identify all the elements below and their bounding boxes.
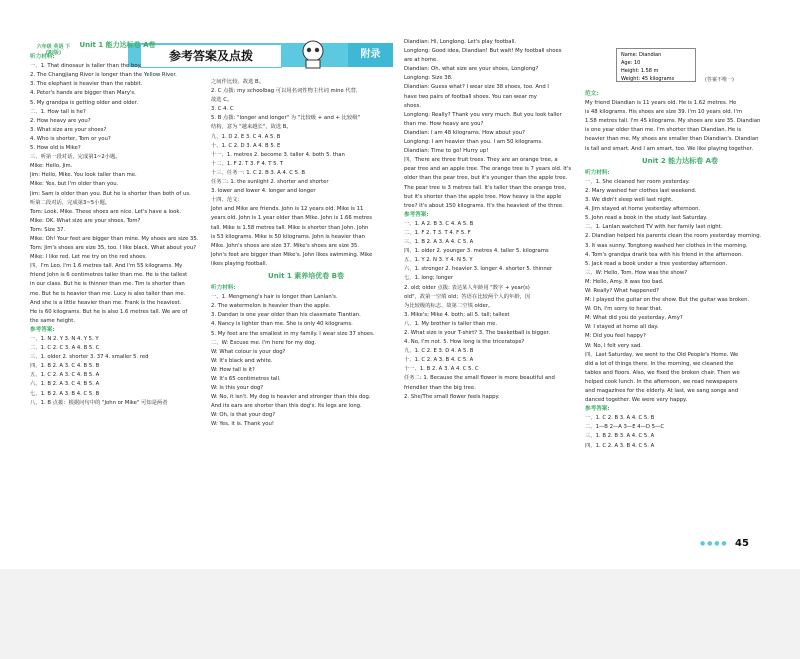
text-line: 3. Dandan is one year older than his classmate Tiantian. <box>211 312 361 319</box>
section-heading: 听力材料: <box>585 169 610 176</box>
text-line: 2. How heavy are you? <box>30 117 91 124</box>
section-heading: 听力材料: <box>211 285 236 292</box>
text-line: 任务二: 1. Because the small flower is more beautiful and <box>404 375 555 382</box>
text-line: Tom: Size 37. <box>30 226 66 233</box>
decorative-dots: ● ● ● ● <box>700 540 727 547</box>
text-line: 3. lower and lower 4. longer and longer <box>211 188 316 195</box>
text-line: 三、W: Hello, Tom. How was the show? <box>585 269 688 276</box>
text-line: 2. She/The small flower feels happy. <box>404 393 500 400</box>
text-line: 十一、1. B 2. A 3. A 4. C 5. C <box>404 366 479 373</box>
text-line: 四、1. older 2. younger 3. metres 4. taller 5. kilograms <box>404 248 549 255</box>
text-line: 五、1. Y 2. N 3. Y 4. N 5. Y <box>404 257 473 264</box>
text-line: Diandian: Guess what? I wear size 38 shoes, too. And I <box>404 84 549 91</box>
unit-heading: Unit 2 能力达标卷 A卷 <box>641 156 718 165</box>
text-line: W: Yes, it is. Thank you! <box>211 421 274 428</box>
text-line: 4. Tom's grandpa drank tea with his friend in the afternoon. <box>585 251 743 258</box>
text-line: 为比较级的标志，故第二空填 older。 <box>404 302 494 309</box>
text-line: is 53 kilograms. Mike is 50 kilograms. John is heavier than <box>211 233 365 240</box>
text-line: are at home. <box>404 57 438 64</box>
table-weight: Weight: 45 kilograms <box>621 76 675 82</box>
text-line: 3. Mike's; Mike 4. both; all 5. tall; tallest <box>404 311 510 318</box>
text-line: danced together. We were very happy. <box>585 397 688 404</box>
text-line: Mike: OK. What size are your shoes, Tom? <box>30 217 141 224</box>
text-line: Mike: Hello, Jim. <box>30 163 73 170</box>
text-line: W: What colour is your dog? <box>211 348 286 355</box>
text-line: Longlong: Really? Thank you very much. But you look taller <box>404 111 562 118</box>
text-line: M: What did you do yesterday, Amy? <box>585 315 683 322</box>
section-heading: 参考答案: <box>585 406 610 413</box>
text-line: 2. Diandian helped his parents clean the room yesterday morning. <box>585 233 762 240</box>
column-3 <box>404 38 580 607</box>
text-line: 2. The Changjiang River is longer than the Yellow River. <box>30 72 177 79</box>
text-line: 二、1. Lanlan watched TV with her family last night. <box>585 224 723 231</box>
text-line: 2. old; older 点拨: 表达某人年龄用 "数字 + year(s) <box>404 284 530 291</box>
column-1 <box>30 38 205 607</box>
text-line: years old. John is 1 year older than Mike. John is 1.66 metres <box>211 215 373 222</box>
text-line: Diandian: I am 48 kilograms. How about you? <box>404 129 525 136</box>
text-line: W: Really? What happened? <box>585 287 659 294</box>
text-line: 2. C 点拨: my schoolbag 可以用名词性物主代词 mine 代替, <box>211 88 358 95</box>
text-line: 结构，意为 "越来越长"，故选 B。 <box>211 124 292 131</box>
text-line: shoes. <box>404 102 422 109</box>
text-line: 之间作比较，故选 B。 <box>211 79 264 85</box>
text-line: W: It's black and white. <box>211 357 273 364</box>
text-line: 四、Last Saturday, we went to the Old People's Home. We <box>585 351 739 358</box>
text-line: 二、1. F 2. T 3. T 4. F 5. F <box>404 229 471 236</box>
text-line: Mike: I like red. Let me try on the red shoes. <box>30 254 147 261</box>
page-number: 45 <box>735 538 749 549</box>
text-line: Longlong: Size 38. <box>404 75 453 82</box>
text-line: 十一、1. metres 2. become 3. taller 4. both 5. than <box>211 151 345 158</box>
text-line: 5. Jack read a book under a tree yesterday afternoon. <box>585 260 728 267</box>
text-line: did a lot of things there. In the morning, we cleaned the <box>585 360 734 367</box>
text-line: 三、1. older 2. shorter 3. 37 4. smaller 5. red <box>30 354 149 361</box>
text-line: 四、1. B 2. A 3. C 4. B 5. B <box>30 363 100 370</box>
text-line: 5. My grandpa is getting older and older. <box>30 99 139 106</box>
section-heading: 参考答案: <box>30 326 55 333</box>
text-line: 任务二: 1. the sunlight 2. shorter and shorter <box>211 179 329 186</box>
text-line: tree? It's about 150 kilograms. It's the heaviest of the three. <box>404 202 564 209</box>
text-line: Longlong: Good idea, Diandian! But wait! My football shoes <box>404 48 562 55</box>
text-line: W: No, I felt very sad. <box>585 342 643 349</box>
text-line: 5. B 点拨: "longer and longer" 为 "比较级 + and + 比较级" <box>211 115 360 122</box>
text-line: tall. Mike is 1.58 metres tall. Mike is shorter than John. John <box>211 224 369 231</box>
text-line: 一、1. C 2. B 3. A 4. C 5. B <box>585 415 655 422</box>
text-line: 六、1. stronger 2. heavier 3. longer 4. shorter 5. thinner <box>404 266 553 273</box>
text-line: 十四、范文: <box>211 197 240 204</box>
text-line: friend John is 6 centimetres taller than me. He is the tallest <box>30 272 188 279</box>
text-line: 1.58 metres tall. I'm 45 kilograms. My shoes are size 35. Diandian <box>585 118 761 125</box>
text-line: 十三、任务一: 1. C 2. B 3. A 4. C 5. B <box>211 169 305 176</box>
text-line: the same height. <box>30 317 76 324</box>
text-line: W: No, it isn't. My dog is heavier and stronger than this dog. <box>211 394 371 401</box>
text-line: Longlong: I am heavier than you. I am 50 kilograms. <box>404 139 543 146</box>
text-line: 八、1. My brother is taller than me. <box>404 320 498 327</box>
text-line: 六、1. B 2. A 3. C 4. B 5. A <box>30 381 100 388</box>
text-line: 四、There are three fruit trees. They are an orange tree, a <box>404 157 558 164</box>
text-line: 4. Who is shorter, Tom or you? <box>30 135 111 142</box>
page-title: 参考答案及点拨 <box>140 44 282 68</box>
text-line: heavier than me. My shoes are smaller than Diandian's. Diandian <box>585 136 759 143</box>
text-line: 5. How old is Mike? <box>30 145 81 152</box>
text-line: 一、1. She cleaned her room yesterday. <box>585 178 690 185</box>
text-line: Diandian: Time to go! Hurry up! <box>404 148 489 155</box>
text-line: He is 60 kilograms. But he is also 1.6 metres tall. We are of <box>30 308 188 315</box>
text-line: 3. It was sunny. Tongtong washed her clothes in the morning. <box>585 242 748 249</box>
text-line: 九、1. C 2. E 3. D 4. A 5. B <box>404 348 474 355</box>
text-line: Jim: Hello, Mike. You look taller than me. <box>30 172 137 179</box>
text-line: W: Oh, I'm sorry to hear that. <box>585 306 663 313</box>
text-line: W: It's 65 centimetres tall. <box>211 376 281 382</box>
text-line: pear tree and an apple tree. The orange tree is 7 years old. It's <box>404 166 572 173</box>
text-line: 七、1. B 2. A 3. B 4. C 5. B <box>30 390 100 397</box>
text-line: 3. The elephant is heavier than the rabbit. <box>30 81 143 88</box>
text-line: M: Did you feel happy? <box>585 333 646 340</box>
text-line: W: How tall is it? <box>211 366 255 373</box>
text-line: 一、1. A 2. B 3. C 4. A 5. B <box>404 220 474 227</box>
text-line: 三、1. B 2. B 3. A 4. C 5. A <box>585 433 655 440</box>
answer-note: (答案不唯一) <box>705 77 734 83</box>
text-line: 二、1. C 2. C 3. A 4. B 5. C <box>30 345 100 352</box>
text-line: 三、听第一段对话，完成第1~2小题。 <box>30 154 121 161</box>
text-line: me. But he is heavier than me. Lucy is also taller than me. <box>30 290 186 297</box>
text-line: Tom: Look, Mike. These shoes are nice. Let's have a look. <box>30 208 182 215</box>
text-line: Jim: Sam is older than you. But he is shorter than both of us. <box>30 190 191 197</box>
text-line: tables and floors. Also, we fixed the broken chair. Then we <box>585 369 740 376</box>
text-line: is tall and smart. And I am smart, too. We like playing together. <box>585 145 754 152</box>
text-line: Diandian: Oh, what size are your shoes, Longlong? <box>404 66 539 73</box>
text-line: My friend Diandian is 11 years old. He is 1.62 metres. He <box>585 100 737 107</box>
text-line: And she is a little heavier than me. Frank is the heaviest. <box>30 299 182 306</box>
text-line: M: Hello, Amy. It was too bad. <box>585 278 664 285</box>
text-line: 2. What size is your T-shirt? 3. The basketball is bigger. <box>404 330 550 336</box>
text-line: helped cook lunch. In the afternoon, we read newspapers <box>585 378 738 385</box>
text-line: 4. Nancy is lighter than me. She is only 40 kilograms. <box>211 321 353 328</box>
text-line: 5. John read a book in the study last Saturday. <box>585 215 708 222</box>
table-height: Height: 1.58 m <box>621 68 659 74</box>
text-line: 一、1. Mengmeng's hair is longer than Lanlan's. <box>211 294 338 301</box>
mascot-icon <box>295 38 331 70</box>
text-line: 二、W: Excuse me. I'm here for my dog. <box>211 339 317 346</box>
text-line: have two pairs of football shoes. You can wear my <box>404 93 537 100</box>
text-line: 4. Jim stayed at home yesterday afternoon. <box>585 206 701 213</box>
text-line: but it's shorter than the apple tree. How heavy is the apple <box>404 193 562 200</box>
table-name: Name: Diandian <box>621 52 662 58</box>
text-line: 十、1. C 2. D 3. A 4. B 5. E <box>211 142 281 149</box>
text-line: 九、1. D 2. E 3. C 4. A 5. B <box>211 133 281 140</box>
text-line: 2. The watermelon is heavier than the apple. <box>211 303 331 310</box>
text-line: old"，故第一空填 old；答语在比较两个人的年龄，因 <box>404 293 531 300</box>
text-line: older than the pear tree, but it's younger than the apple tree. <box>404 175 568 182</box>
text-line: 十二、1. F 2. T 3. F 4. T 5. T <box>211 160 284 167</box>
text-line: Mike: Yes, but I'm older than you. <box>30 181 119 188</box>
text-line: 二、1. How tall is he? <box>30 108 86 115</box>
text-line: likes playing football. <box>211 260 268 267</box>
text-line: 4. Peter's hands are bigger than Mary's. <box>30 90 136 97</box>
section-heading: 听力材料: <box>30 54 55 61</box>
column-4 <box>585 90 775 659</box>
text-line: Tom: Jim's shoes are size 35, too. I like black. What about you? <box>30 245 197 252</box>
text-line: than me. How heavy are you? <box>404 120 484 127</box>
text-line: is 48 kilograms. His shoes are size 39. I'm 10 years old. I'm <box>585 109 743 116</box>
text-line: 三、1. B 2. A 3. A 4. C 5. A <box>404 239 474 246</box>
text-line: Diandian: Hi, Longlong. Let's play football. <box>404 39 517 45</box>
text-line: 2. Mary washed her clothes last weekend. <box>585 187 697 194</box>
text-line: The pear tree is 3 metres tall. It's taller than the orange tree, <box>404 184 567 191</box>
text-line: 八、1. B 点拨：根据问句中的 "John or Mike" 可知是两者 <box>30 399 168 406</box>
unit-heading: Unit 1 能力达标卷 A卷 <box>79 41 156 49</box>
text-line: W: Is this your dog? <box>211 385 264 392</box>
text-line: Mike. John's shoes are size 37. Mike's shoes are size 35. <box>211 242 360 249</box>
text-line: M: I played the guitar on the show. But the guitar was broken. <box>585 297 750 304</box>
text-line: 十、1. C 2. A 3. B 4. C 5. A <box>404 357 474 364</box>
text-line: 七、1. long; longer <box>404 275 454 282</box>
table-age: Age: 10 <box>621 60 641 66</box>
text-line: 一、1. That dinosaur is taller than the boy. <box>30 63 142 70</box>
text-line: Mike: Oh! Your feet are bigger than mine. My shoes are size 35. <box>30 235 199 242</box>
section-heading: 参考答案: <box>404 211 429 218</box>
grade-label: 六年级 英语 下 (RJ版) <box>36 44 71 56</box>
text-line: 故选 C。 <box>211 97 233 104</box>
text-line: friendlier than the big tree. <box>404 384 476 391</box>
text-line: 3. We didn't sleep well last night. <box>585 197 673 204</box>
text-line: and magazines for the elderly. At last, we sang songs and <box>585 388 739 394</box>
text-line: 四、I'm Leo. I'm 1.6 metres tall. And I'm 55 kilograms. My <box>30 263 183 270</box>
section-heading: 范文: <box>585 91 599 97</box>
text-line: And its ears are shorter than this dog's. Its legs are long. <box>211 403 362 410</box>
unit-heading: Unit 1 素养培优卷 B卷 <box>268 271 344 280</box>
text-line: 听第二段对话，完成第3~5小题。 <box>30 199 111 206</box>
text-line: 一、1. N 2. Y 3. N 4. Y 5. Y <box>30 336 99 342</box>
column-2 <box>211 78 401 647</box>
text-line: in our class. But he is thinner than me. Tim is shorter than <box>30 281 185 288</box>
info-table <box>616 48 696 82</box>
text-line: John and Mike are friends. John is 12 years old. Mike is 11 <box>211 206 364 213</box>
text-line: is one year older than me. I'm shorter than Diandian. He is <box>585 127 742 134</box>
text-line: 5. My feet are the smallest in my family. I wear size 37 shoes. <box>211 330 375 337</box>
text-line: W: Oh, is that your dog? <box>211 412 276 419</box>
appendix-tab: 附录 <box>348 43 393 67</box>
text-line: 二、1—B 2—A 3—E 4—D 5—C <box>585 424 665 431</box>
text-line: 3. What size are your shoes? <box>30 126 107 133</box>
text-line: 4. No, I'm not. 5. How long is the triceratops? <box>404 339 525 346</box>
text-line: 五、1. C 2. A 3. C 4. B 5. A <box>30 372 100 379</box>
text-line: 3. C 4. C <box>211 106 234 113</box>
text-line: 四、1. C 2. A 3. B 4. C 5. A <box>585 442 655 449</box>
text-line: W: I stayed at home all day. <box>585 324 659 331</box>
text-line: John's feet are bigger than Mike's. John likes swimming. Mike <box>211 251 373 258</box>
